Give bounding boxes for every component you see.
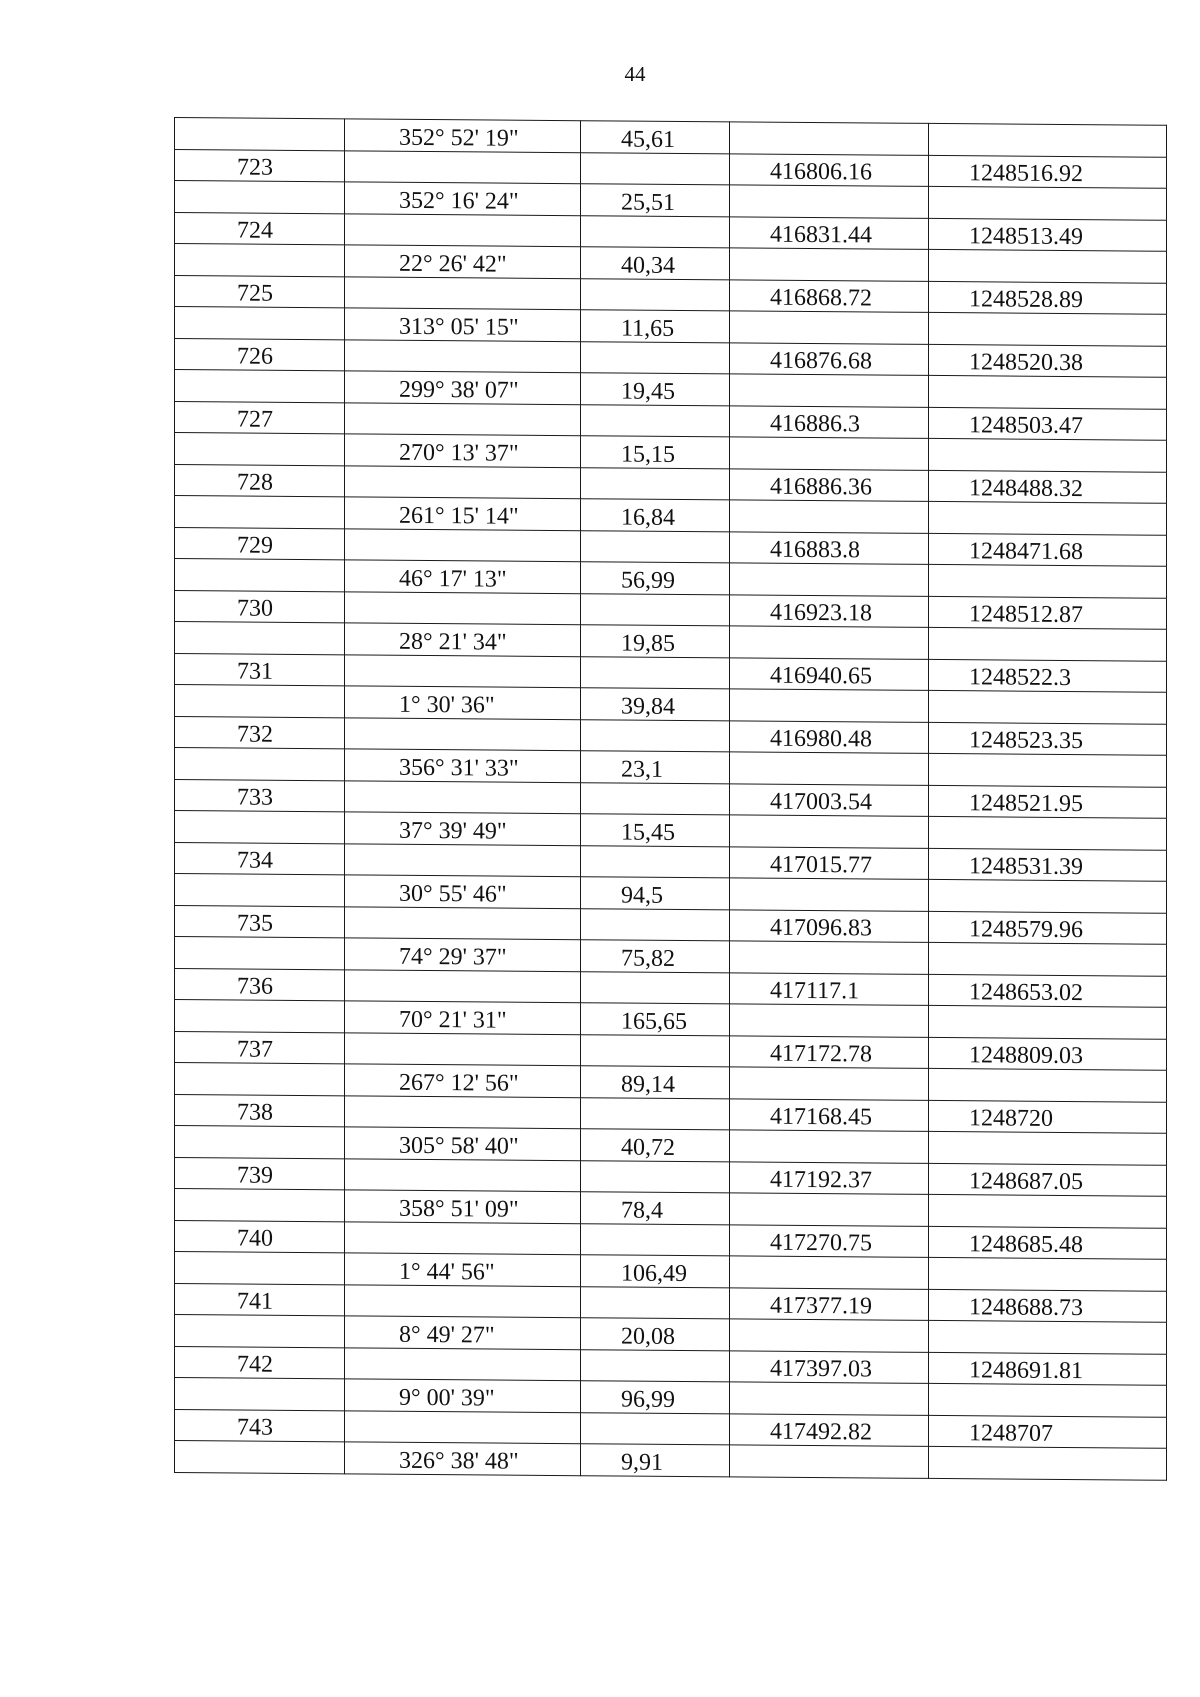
- coordinates-table-body: [175, 118, 1167, 1480]
- x-coordinate-cell: 417397.03: [730, 1350, 929, 1383]
- point-number-cell: [175, 1063, 345, 1096]
- point-number-cell: 737: [175, 1031, 345, 1064]
- direction-angle-cell: 299° 38' 07": [345, 371, 581, 404]
- point-number-cell: [175, 1000, 345, 1033]
- direction-angle-cell: 358° 51' 09": [345, 1190, 581, 1223]
- point-number-cell: 726: [175, 338, 345, 371]
- y-coordinate-cell: [929, 690, 1167, 723]
- distance-cell: 56,99: [581, 562, 730, 595]
- point-number-cell: [175, 685, 345, 718]
- x-coordinate-cell: 417172.78: [730, 1035, 929, 1068]
- distance-cell: 16,84: [581, 499, 730, 532]
- x-coordinate-cell: 417192.37: [730, 1161, 929, 1194]
- direction-angle-cell: 46° 17' 13": [345, 560, 581, 593]
- distance-cell: [581, 593, 730, 626]
- page-number: 44: [624, 62, 646, 86]
- direction-angle-cell: [345, 1410, 581, 1443]
- distance-cell: [581, 719, 730, 752]
- direction-angle-cell: 352° 16' 24": [345, 182, 581, 215]
- x-coordinate-cell: 417015.77: [730, 846, 929, 879]
- y-coordinate-cell: 1248512.87: [929, 596, 1167, 629]
- distance-cell: [581, 782, 730, 815]
- point-number-cell: [175, 1126, 345, 1159]
- distance-cell: [581, 530, 730, 563]
- direction-angle-cell: [345, 402, 581, 435]
- point-number-cell: 723: [175, 149, 345, 182]
- direction-angle-cell: [345, 465, 581, 498]
- point-number-cell: [175, 622, 345, 655]
- distance-cell: [581, 845, 730, 878]
- point-number-cell: 735: [175, 905, 345, 938]
- direction-angle-cell: [345, 906, 581, 939]
- y-coordinate-cell: [929, 1446, 1167, 1479]
- direction-angle-cell: 270° 13' 37": [345, 434, 581, 467]
- y-coordinate-cell: [929, 1194, 1167, 1227]
- y-coordinate-cell: 1248503.47: [929, 407, 1167, 440]
- point-number-cell: 727: [175, 401, 345, 434]
- x-coordinate-cell: [730, 752, 929, 785]
- distance-cell: [581, 1286, 730, 1319]
- x-coordinate-cell: [730, 1004, 929, 1037]
- y-coordinate-cell: [929, 1005, 1167, 1038]
- direction-angle-cell: 74° 29' 37": [345, 938, 581, 971]
- point-number-cell: 729: [175, 527, 345, 560]
- x-coordinate-cell: [730, 878, 929, 911]
- direction-angle-cell: [345, 339, 581, 372]
- y-coordinate-cell: 1248523.35: [929, 722, 1167, 755]
- distance-cell: 25,51: [581, 184, 730, 217]
- direction-angle-cell: [345, 150, 581, 183]
- y-coordinate-cell: 1248520.38: [929, 344, 1167, 377]
- x-coordinate-cell: 417492.82: [730, 1413, 929, 1446]
- distance-cell: 9,91: [581, 1444, 730, 1477]
- y-coordinate-cell: 1248809.03: [929, 1037, 1167, 1070]
- y-coordinate-cell: [929, 753, 1167, 786]
- distance-cell: 19,45: [581, 373, 730, 406]
- y-coordinate-cell: [929, 501, 1167, 534]
- point-number-cell: 740: [175, 1220, 345, 1253]
- distance-cell: [581, 152, 730, 185]
- x-coordinate-cell: [730, 1193, 929, 1226]
- x-coordinate-cell: 417117.1: [730, 972, 929, 1005]
- direction-angle-cell: [345, 1032, 581, 1065]
- x-coordinate-cell: [730, 1319, 929, 1352]
- x-coordinate-cell: [730, 563, 929, 596]
- distance-cell: 15,45: [581, 814, 730, 847]
- coordinates-table-container: [174, 117, 1166, 1480]
- point-number-cell: [175, 1441, 345, 1474]
- point-number-cell: [175, 1252, 345, 1285]
- distance-cell: 75,82: [581, 940, 730, 973]
- x-coordinate-cell: [730, 1067, 929, 1100]
- x-coordinate-cell: [730, 1130, 929, 1163]
- y-coordinate-cell: 1248653.02: [929, 974, 1167, 1007]
- distance-cell: 39,84: [581, 688, 730, 721]
- distance-cell: 45,61: [581, 121, 730, 154]
- y-coordinate-cell: [929, 438, 1167, 471]
- distance-cell: [581, 1349, 730, 1382]
- y-coordinate-cell: 1248720: [929, 1100, 1167, 1133]
- direction-angle-cell: [345, 843, 581, 876]
- distance-cell: 19,85: [581, 625, 730, 658]
- point-number-cell: [175, 118, 345, 151]
- distance-cell: [581, 1223, 730, 1256]
- distance-cell: 94,5: [581, 877, 730, 910]
- direction-angle-cell: [345, 213, 581, 246]
- distance-cell: 89,14: [581, 1066, 730, 1099]
- y-coordinate-cell: [929, 1383, 1167, 1416]
- y-coordinate-cell: [929, 249, 1167, 282]
- point-number-cell: [175, 748, 345, 781]
- direction-angle-cell: [345, 1158, 581, 1191]
- point-number-cell: [175, 1378, 345, 1411]
- distance-cell: [581, 908, 730, 941]
- x-coordinate-cell: [730, 689, 929, 722]
- point-number-cell: [175, 244, 345, 277]
- y-coordinate-cell: 1248522.3: [929, 659, 1167, 692]
- distance-cell: [581, 656, 730, 689]
- direction-angle-cell: [345, 528, 581, 561]
- direction-angle-cell: 352° 52' 19": [345, 119, 581, 152]
- point-number-cell: 739: [175, 1157, 345, 1190]
- point-number-cell: [175, 370, 345, 403]
- x-coordinate-cell: [730, 626, 929, 659]
- direction-angle-cell: [345, 654, 581, 687]
- direction-angle-cell: 1° 44' 56": [345, 1253, 581, 1286]
- x-coordinate-cell: 416940.65: [730, 657, 929, 690]
- x-coordinate-cell: [730, 500, 929, 533]
- x-coordinate-cell: 416923.18: [730, 594, 929, 627]
- x-coordinate-cell: [730, 311, 929, 344]
- point-number-cell: [175, 1315, 345, 1348]
- direction-angle-cell: [345, 717, 581, 750]
- point-number-cell: 730: [175, 590, 345, 623]
- direction-angle-cell: 37° 39' 49": [345, 812, 581, 845]
- y-coordinate-cell: 1248531.39: [929, 848, 1167, 881]
- y-coordinate-cell: 1248528.89: [929, 281, 1167, 314]
- distance-cell: 15,15: [581, 436, 730, 469]
- distance-cell: 165,65: [581, 1003, 730, 1036]
- y-coordinate-cell: 1248691.81: [929, 1352, 1167, 1385]
- direction-angle-cell: 261° 15' 14": [345, 497, 581, 530]
- point-number-cell: 733: [175, 779, 345, 812]
- distance-cell: [581, 1412, 730, 1445]
- x-coordinate-cell: [730, 1382, 929, 1415]
- point-number-cell: 743: [175, 1409, 345, 1442]
- distance-cell: [581, 1034, 730, 1067]
- direction-angle-cell: 22° 26' 42": [345, 245, 581, 278]
- x-coordinate-cell: [730, 374, 929, 407]
- point-number-cell: [175, 307, 345, 340]
- distance-cell: 40,34: [581, 247, 730, 280]
- y-coordinate-cell: [929, 1257, 1167, 1290]
- direction-angle-cell: 356° 31' 33": [345, 749, 581, 782]
- direction-angle-cell: [345, 276, 581, 309]
- point-number-cell: [175, 559, 345, 592]
- point-number-cell: [175, 181, 345, 214]
- direction-angle-cell: [345, 1347, 581, 1380]
- x-coordinate-cell: 417377.19: [730, 1287, 929, 1320]
- point-number-cell: 725: [175, 275, 345, 308]
- direction-angle-cell: 30° 55' 46": [345, 875, 581, 908]
- x-coordinate-cell: [730, 815, 929, 848]
- x-coordinate-cell: [730, 122, 929, 155]
- distance-cell: [581, 1160, 730, 1193]
- coordinates-table: [174, 117, 1167, 1480]
- distance-cell: 78,4: [581, 1192, 730, 1225]
- distance-cell: [581, 404, 730, 437]
- direction-angle-cell: [345, 1095, 581, 1128]
- y-coordinate-cell: 1248707: [929, 1415, 1167, 1448]
- distance-cell: [581, 215, 730, 248]
- y-coordinate-cell: [929, 564, 1167, 597]
- y-coordinate-cell: [929, 816, 1167, 849]
- x-coordinate-cell: 417168.45: [730, 1098, 929, 1131]
- point-number-cell: [175, 433, 345, 466]
- y-coordinate-cell: [929, 186, 1167, 219]
- distance-cell: 20,08: [581, 1318, 730, 1351]
- direction-angle-cell: 70° 21' 31": [345, 1001, 581, 1034]
- distance-cell: [581, 341, 730, 374]
- direction-angle-cell: 8° 49' 27": [345, 1316, 581, 1349]
- distance-cell: 106,49: [581, 1255, 730, 1288]
- y-coordinate-cell: 1248579.96: [929, 911, 1167, 944]
- distance-cell: 96,99: [581, 1381, 730, 1414]
- direction-angle-cell: [345, 1284, 581, 1317]
- x-coordinate-cell: 417096.83: [730, 909, 929, 942]
- point-number-cell: [175, 874, 345, 907]
- direction-angle-cell: 1° 30' 36": [345, 686, 581, 719]
- direction-angle-cell: 326° 38' 48": [345, 1442, 581, 1475]
- x-coordinate-cell: 416831.44: [730, 216, 929, 249]
- point-number-cell: [175, 811, 345, 844]
- distance-cell: 40,72: [581, 1129, 730, 1162]
- point-number-cell: 736: [175, 968, 345, 1001]
- y-coordinate-cell: 1248688.73: [929, 1289, 1167, 1322]
- direction-angle-cell: 305° 58' 40": [345, 1127, 581, 1160]
- distance-cell: [581, 278, 730, 311]
- direction-angle-cell: [345, 780, 581, 813]
- y-coordinate-cell: [929, 627, 1167, 660]
- point-number-cell: 742: [175, 1346, 345, 1379]
- distance-cell: [581, 971, 730, 1004]
- x-coordinate-cell: [730, 1256, 929, 1289]
- x-coordinate-cell: 417003.54: [730, 783, 929, 816]
- distance-cell: 23,1: [581, 751, 730, 784]
- y-coordinate-cell: 1248687.05: [929, 1163, 1167, 1196]
- direction-angle-cell: [345, 969, 581, 1002]
- point-number-cell: 734: [175, 842, 345, 875]
- direction-angle-cell: 313° 05' 15": [345, 308, 581, 341]
- x-coordinate-cell: [730, 1445, 929, 1478]
- y-coordinate-cell: 1248488.32: [929, 470, 1167, 503]
- distance-cell: [581, 1097, 730, 1130]
- y-coordinate-cell: 1248513.49: [929, 218, 1167, 251]
- y-coordinate-cell: [929, 1320, 1167, 1353]
- point-number-cell: 728: [175, 464, 345, 497]
- x-coordinate-cell: [730, 248, 929, 281]
- point-number-cell: 738: [175, 1094, 345, 1127]
- point-number-cell: [175, 1189, 345, 1222]
- point-number-cell: 741: [175, 1283, 345, 1316]
- direction-angle-cell: [345, 591, 581, 624]
- x-coordinate-cell: [730, 941, 929, 974]
- direction-angle-cell: 267° 12' 56": [345, 1064, 581, 1097]
- x-coordinate-cell: [730, 185, 929, 218]
- y-coordinate-cell: 1248685.48: [929, 1226, 1167, 1259]
- x-coordinate-cell: 417270.75: [730, 1224, 929, 1257]
- direction-angle-cell: 28° 21' 34": [345, 623, 581, 656]
- direction-angle-cell: [345, 1221, 581, 1254]
- point-number-cell: 731: [175, 653, 345, 686]
- point-number-cell: [175, 496, 345, 529]
- point-number-cell: 732: [175, 716, 345, 749]
- x-coordinate-cell: 416806.16: [730, 153, 929, 186]
- distance-cell: 11,65: [581, 310, 730, 343]
- x-coordinate-cell: 416876.68: [730, 342, 929, 375]
- x-coordinate-cell: 416868.72: [730, 279, 929, 312]
- y-coordinate-cell: [929, 1068, 1167, 1101]
- x-coordinate-cell: 416886.3: [730, 405, 929, 438]
- y-coordinate-cell: [929, 312, 1167, 345]
- direction-angle-cell: 9° 00' 39": [345, 1379, 581, 1412]
- y-coordinate-cell: 1248516.92: [929, 155, 1167, 188]
- y-coordinate-cell: [929, 123, 1167, 156]
- x-coordinate-cell: 416886.36: [730, 468, 929, 501]
- x-coordinate-cell: 416980.48: [730, 720, 929, 753]
- y-coordinate-cell: [929, 1131, 1167, 1164]
- y-coordinate-cell: [929, 942, 1167, 975]
- y-coordinate-cell: [929, 375, 1167, 408]
- y-coordinate-cell: [929, 879, 1167, 912]
- point-number-cell: 724: [175, 212, 345, 245]
- point-number-cell: [175, 937, 345, 970]
- distance-cell: [581, 467, 730, 500]
- x-coordinate-cell: 416883.8: [730, 531, 929, 564]
- y-coordinate-cell: 1248471.68: [929, 533, 1167, 566]
- y-coordinate-cell: 1248521.95: [929, 785, 1167, 818]
- x-coordinate-cell: [730, 437, 929, 470]
